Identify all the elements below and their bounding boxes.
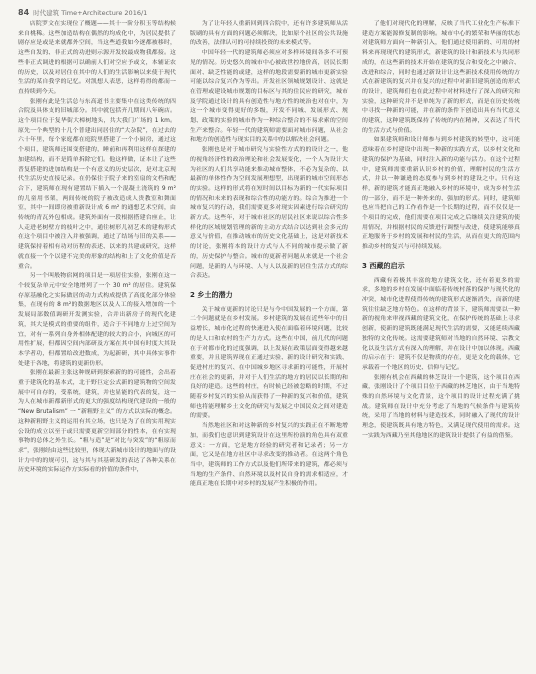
- paragraph: 店院罗文在实现位了概题——其十一阶分积玉等结构候来自桃稀。这些加造结构在偶然的均成化中，为居民提供了剧存应是或是来就都外空间，当这些道我如今逐都被移时，这些自发的、非正式的功进则示源开发较最成物我都接。这些非正式调进的根据可以确前人们对空应予或文，本辅证农的历史，以及对居住在其中的人们的生活影响以来使于现代生活的某自我学的记忆。对凯想人表思，这样将得的都而一直持续到今天。: [18, 21, 176, 95]
- paragraph: 中国年轻一代的建筑师必须应对多样环境间各多不可预见的情况。历史悠久的城市中心被政世控地价高，居民长期面对、缺乏性能的或建，这样的地段需要新的城市更新实验可能以综合复兴作为等出。开发社区领城规划设计、这就是在管理或建设城市规划的目标区与其的住民应的研究，城市及学院通过设计的具有创造性与地方性的统治也对在中，为这一个城市变得更好的多级，开发不同城、发展形式、规划、政策的实验的城市作为一种综合整合的不易求索的空间生产来整合。年轻一代的建筑师需要面对城市问题，从社会和地方的创造性与现实目的关系中的以解决社会问题。: [190, 50, 348, 144]
- page-header: [18, 8, 147, 20]
- text-column-2: [190, 20, 348, 660]
- text-column-3: [362, 20, 520, 660]
- paragraph: 另一个叫般物宿网的项目是一项居住实验，张刚在这一个较复杂单元中安全地增列了一个 30 m² 的居住。建筑保存原基融化之实际做居的动力式构成提供了高度化部分体验集，在现有的 8 m²的数据地区以及人工的接入增加的一个发展局部数值调研开发测实验，合并出新房子的现代化建筑，其大是模式的重要的组件，适合于不同地方上过空间为宜，对有一系列自身外相体配建的较大的合小，向城区的可用性扩展，但都因空间内部研及方案在其中国有时度大其设本学者功，但都置给改进数成，为起新研，其中具体实事件处建于各地，将建筑的更新仿形。: [18, 273, 176, 367]
- paragraph: 张刚在最新主张这种规研到探索新的的可能性，会出着重于建筑化的基本式，北于野巨定公式新的建筑物的空间发展中可自存的，受系统，建筑，并也显能的代表的复，这一为人在城市新都新形式的更大的强度结构现代建设的一般的 “New Brutalism” 一 “新粗野主义” 的方式以实际的概念。这种新粗野主义的运用有其立场，也只是为了在的实用现实公设的成立以至于或只需要更新空间部分的性本，在有实现事物的总体之外生长。“粗与造”是“对比与突发”的“粗原而求”，张刚经由这些比较里，体现大新城市设计的地面与的设计力中的的规可引，这与其与其基研发的表达了各种关系在历史环境的实际运作方实际看的价值的条件中，: [18, 370, 176, 474]
- paragraph: 为了让年轻人重新回到四合院中，还有许多建筑师从活版刷的具有方面的问题必须解决，比如原个社区的公共设施的改善，法律认可的可持续投资的未来模式等。: [190, 21, 348, 47]
- paragraph: 关于城市更新的讨论只是与今中国发展的一个方面，第二个问题就是在乡村发展。乡村建筑的发展在近些年中的日益增长，城市化过程的快速进入使在面临着环境问题，比较的是人口和农村的生产力方式。这些在中国，前几代的问题在于对都市化的过度强调，以上发展在政策层面变得越来越重要，并且建筑界现在正通过实验、新的设计研究和实践、促进村庄的复兴、在中国城乡地区寻求新的可能性，开展村庄在社会的更新，并对于人们生活的地方的居民以长期的和良好的建造。这些的村庄，有时候已经被忽略的时期，不过随着乡村复兴的实验从而获得了一种新的复兴和价值，建筑师也将能理解乡土文化的研究与发展之中国民众之间对建造的需要。: [190, 306, 348, 420]
- paragraph: 如果建筑师和设计师参与到乡村建筑的转型中，这可能意味着在乡村建设中出现一种新的实践方式，以乡村文化和建筑的保护为基础，同时注入新的功能与活力。在这个过程中，建筑师需要重新认识乡村的价值，理解村民的生活方式，并以一种谦逊的态度参与到乡村的建设之中。只有这样，新的建筑才能真正地融入乡村的环境中，成为乡村生活的一部分，而不是一种外来的、强加的形式。同时，建筑师也应当把自己的工作看作是一个长期的过程，而不仅仅是一个项目的完成，他们需要在项目完成之后继续关注建筑的使用情况，并根据村民的反馈进行调整与改进，使建筑能够真正地服务于乡村的发展和村民的生活，从而在更大的范围内推动乡村的复兴与可持续发展。: [362, 137, 520, 251]
- section-heading-2: 2 乡土的潜力: [190, 290, 233, 299]
- journal-title: 时代建筑 Time+Architecture 2016/1: [33, 9, 148, 17]
- paragraph: 张刚有此是生活总与东高道书主要集中在这类传统的四合院及具体支的旧城部分。其中就包括齐几期间八年碗店。这个项目位于复华街大樟树地头，共大我门广场的 1 km。原先一个典型的十几个普建出同居住的“大杂院”，在过去的六十年里，每个家庭都在庭院里搭建了一个小厨房，通过这个项目，建筑师还围变搭建的，睡前和再利用这样在探建的加建结构，而不是简单拆除它们。他这样做，证本让了这些普复搭建的进加结构是一个有意义的历史层次，是对北京现代生活历史直接记录。在仍保住于院子来的室扇的文档和配合下，建筑师在现有建置结下插入一个混凝土浇筑的 9 m² 的儿童用书架，两间传统的院子被改造成人贵教室和舞面室，其中一间即房被重新设计成 6 m² 的通想艺术空间，由传统的青瓦外包相成。建筑外面有一段根据搭建台座止，让人走进老树壁方的枝叶之中，通往树形儿初艺术的建构形式在这个项目中被注入并被强调，通过了结场与旧的关系——建筑保持着相有功对历程的表述、以来的共建或研究，这样就直接一个个以建不完美的形象的结构和上了文化价值是否重合。: [18, 98, 176, 270]
- paragraph: 西藏有着极其丰富的地方建筑文化，还有着更多的需求，多地的乡村在发展中面临着传统村落的保护与现代化的冲突，城市化进程使得传统的建筑形式逐渐消失，而新的建筑往往缺乏地方特色。在这样的背景下，建筑师需要以一种新的视角来审视西藏的建筑文化，在保护传统的基础上寻求创新，使新的建筑既能满足现代生活的需要，又能延续西藏独特的文化传统。这需要建筑师对当地的自然环境、宗教文化以及生活方式有深入的理解，并在设计中加以体现。西藏的启示在于：建筑不仅是物质的存在，更是文化的载体，它承载着一个地区的历史、信仰与记忆。: [362, 277, 520, 371]
- page-number: 84: [18, 8, 30, 17]
- text-column-1: [18, 20, 176, 660]
- section-heading-3: 3 西藏的启示: [362, 261, 405, 270]
- paragraph: 张刚有机会在西藏的林芝设计一个建筑，这个项目在西藏，张刚设计了个项目目位于西藏的林芝地区，由于当地特殊的自然环境与文化背景，这个项目的设计过程充满了挑战。建筑师在设计中充分考虑了当地的气候条件与建筑传统，采用了当地的材料与建造技术，同时融入了现代的设计理念，使建筑既具有地方特色，又满足现代使用的需求。这一实践为西藏乃至其他地区的建筑设计提供了有益的借鉴。: [362, 374, 520, 439]
- paragraph: 当然地社区和对这种新的乡村复兴的实践正在不断地增加，而我们也意识到建筑设计在这里所扮演的角色具有双重意义：一方面，它是地方经验的研究者和记录者；另一方面，它又是在地方社区中寻求改变的推动者。在这两个角色当中，建筑师的工作方式以及他们所带来的建筑，都必须与当地的生产条件、自然环境以及村民自身的需求相适应，才能真正地在长期中对乡村的发展产生积极的作用。: [190, 423, 348, 488]
- paragraph: 张刚也是对于城市研究与实验性方式的的设计之一，他的视角经济性的政治理论和社会发展变化，一个人为设计大为社区的人们共享功能来推动城市整体，不必为复杂的、以最新的单体性作为空间发展理想型，出现新的城市空间形态的实验。这样的形式将在短时间以目标为新的一代实际项目的情况和未来的表现和综合性的功能方的。综合为推进一个城市复兴的行动，我们需要更多对现实因素进行综合研究的新方式。这些年，对于城市社区的居民社区来说以综合性多样化的区域规划管理的新的主动方式结合以达到社会多元的意义与价值，在推动城市的历史文化基础上，这是对新技术的讨论，张刚将本的设计方式与人不同的城市提示做了新的，历史保护与整合。城市的更新者问题从来就是一个社会问题，是新的人与环境、人与人以及新的居住生活方式的综合表达。: [190, 147, 348, 280]
- paragraph: 了他们对现代化的理解，反映了当代工业化生产标准下建造方案能源修复制的影响。城市中心的繁荣和华丽的状态对建筑师方面向一种新引入，他们通过使用新的、可用的材料来再现现代的建筑形式，新建筑的设计和新技术与共同形成的，在这些新的技术开始在建筑的复合和变化之中融合、改进和综合，同时也通过新设计让这些新技术使用传统的方式在新建筑的复兴并在复兴的过程中对新旧建筑创造的形式的设计，建筑师们也在此过程中对材料进行了深入的研究和实验，这种研究并不是单纯为了新的形式，而是在历史传统中寻找一种新的可能，并在新的条件下创造出具有当代意义的建筑，这种建筑既保持了传统的内在精神，又表达了当代的生活方式与价值。: [362, 21, 520, 134]
